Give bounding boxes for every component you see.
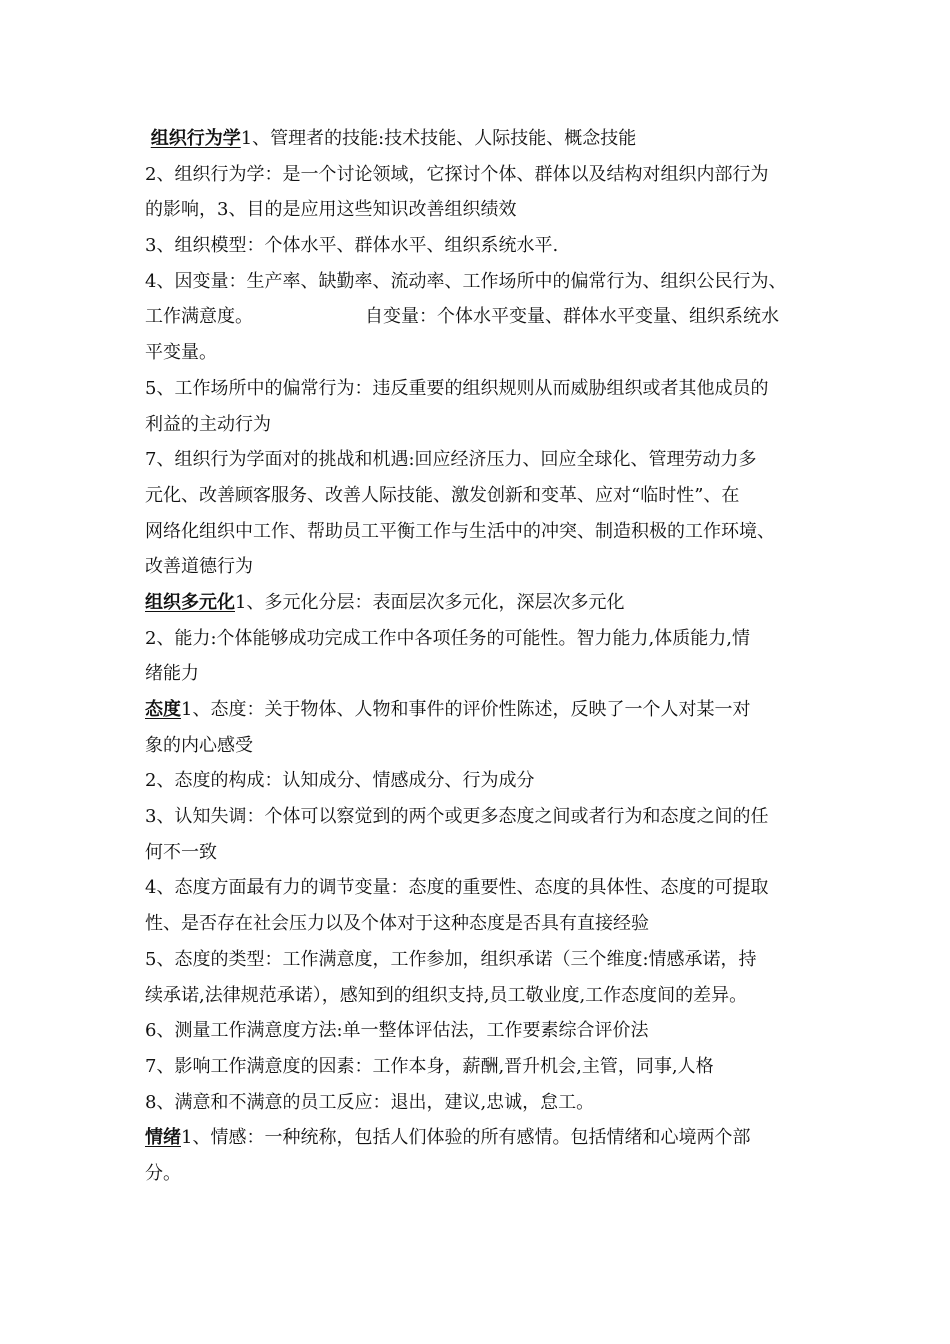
paragraph-line: 6、测量工作满意度方法:单一整体评估法，工作要素综合评价法 [145,1020,649,1042]
paragraph-line [145,585,835,621]
paragraph-line: 平变量。 [145,342,217,364]
paragraph-line: 3、组织模型：个体水平、群体水平、组织系统水平. [145,235,559,257]
paragraph-line: 的影响，3、目的是应用这些知识改善组织绩效 [145,199,517,221]
paragraph-line: 象的内心感受 [145,734,253,756]
paragraph-line: 绪能力 [145,663,199,685]
section-heading: 态度 [145,699,181,720]
text-span: 1、情感：一种统称，包括人们体验的所有感情。包括情绪和心境两个部 [181,1127,751,1149]
paragraph-line: 元化、改善顾客服务、改善人际技能、激发创新和变革、应对“临时性”、在 [145,484,740,506]
paragraph-line: 8、满意和不满意的员工反应：退出，建议,忠诚，怠工。 [145,1091,595,1113]
text-span: 1、管理者的技能:技术技能、人际技能、概念技能 [240,128,637,149]
section-heading: 情绪 [145,1127,181,1149]
paragraph-line: 利益的主动行为 [145,413,271,435]
paragraph-line: 分。 [145,1162,181,1184]
paragraph-line: 2、组织行为学：是一个讨论领域，它探讨个体、群体以及结构对组织内部行为 [145,163,769,185]
paragraph-line: 3、认知失调：个体可以察觉到的两个或更多态度之间或者行为和态度之间的任 [145,806,769,828]
document-body [145,121,835,1192]
paragraph-line: 何不一致 [145,841,217,863]
section-heading: 组织多元化 [145,591,235,613]
paragraph-line: 4、态度方面最有力的调节变量：态度的重要性、态度的具体性、态度的可提取 [145,877,769,899]
text-span: 1、态度：关于物体、人物和事件的评价性陈述，反映了一个人对某一对 [181,699,751,720]
paragraph-line [145,692,835,728]
paragraph-line: 5、工作场所中的偏常行为：违反重要的组织规则从而威胁组织或者其他成员的 [145,377,769,399]
paragraph-line: 改善道德行为 [145,556,253,578]
paragraph-line: 7、组织行为学面对的挑战和机遇:回应经济压力、回应全球化、管理劳动力多 [145,449,757,471]
paragraph-line: 4、因变量：生产率、缺勤率、流动率、工作场所中的偏常行为、组织公民行为、 [145,270,787,292]
paragraph-line [145,299,835,335]
paragraph-line: 网络化组织中工作、帮助员工平衡工作与生活中的冲突、制造积极的工作环境、 [145,520,775,542]
paragraph-line [145,1120,835,1156]
paragraph-line: 续承诺,法律规范承诺），感知到的组织支持,员工敬业度,工作态度间的差异。 [145,984,748,1006]
text-span: 自变量：个体水平变量、群体水平变量、组织系统水 [365,306,779,328]
paragraph-line: 性、是否存在社会压力以及个体对于这种态度是否具有直接经验 [145,913,649,935]
paragraph-line: 2、态度的构成：认知成分、情感成分、行为成分 [145,770,535,792]
text-span: 1、多元化分层：表面层次多元化，深层次多元化 [235,591,625,613]
paragraph-line: 7、影响工作满意度的因素：工作本身，薪酬,晋升机会,主管，同事,人格 [145,1055,714,1077]
paragraph-line: 2、能力:个体能够成功完成工作中各项任务的可能性。智力能力,体质能力,情 [145,627,750,649]
paragraph-line [145,121,835,157]
text-span: 工作满意度。 [145,306,253,328]
paragraph-line: 5、态度的类型：工作满意度，工作参加，组织承诺（三个维度:情感承诺，持 [145,948,757,970]
section-heading: 组织行为学 [150,128,241,149]
